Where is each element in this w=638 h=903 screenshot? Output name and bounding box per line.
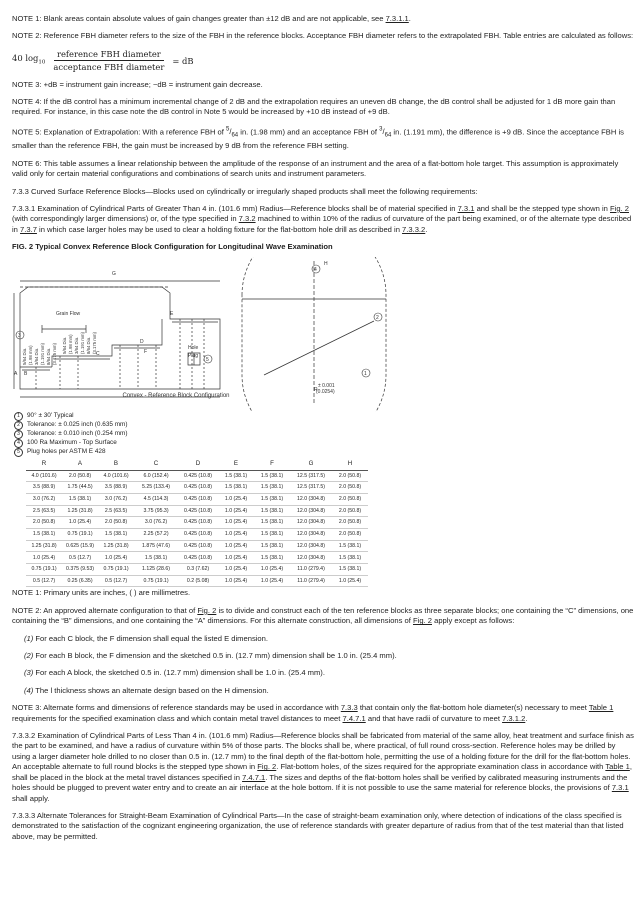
db-formula [12,49,634,73]
text-run: and shall be the stepped type shown in [474,203,610,213]
dim-g-label: G [112,270,116,277]
table-cell: 1.5 (38.1) [332,540,368,552]
text-run: NOTE 5: Explanation of Extrapolation: With a reference FBH of [12,127,226,137]
note-list-text: For each C block, the F dimension shall equal the listed E dimension. [35,633,268,643]
text-run: . [425,224,428,234]
cross-reference-link[interactable]: 7.3.1.1 [385,14,409,23]
hole-diameter-label: (3.175 mm) [52,342,57,365]
table-cell: 0.425 (10.8) [178,493,218,505]
table-row [26,493,368,505]
table-cell: 12.0 (304.8) [290,517,332,529]
table-cell: 3.75 (95.3) [134,505,178,517]
document-page [12,0,634,842]
formula-numerator: reference FBH diameter [54,49,164,61]
column-header: D [178,459,218,471]
note-list-text: For each B block, the F dimension and the sketched 0.5 in. (12.7 mm) dimension shall be 1.0 in. (25.4 mm). [35,651,397,661]
table-cell: 1.125 (28.6) [134,564,178,576]
notes-top [12,14,634,42]
cross-reference-link[interactable]: 7.3.1 [457,203,475,213]
table-cell: 1.0 (25.4) [98,552,134,564]
paragraph [12,97,634,118]
table-cell: 1.0 (25.4) [218,564,254,576]
dim-e-label: E [170,310,174,317]
table-row [26,505,368,517]
tolerance-line-2: (0.0254) [316,388,335,395]
formula-suffix: = dB [172,55,194,66]
cross-reference-link[interactable]: 7.3.7 [20,224,37,234]
fraction-slash: / [382,127,385,137]
text-run: is to divide and construct each of the ten reference blocks as three separate blocks; one containing the “C” dimensions, one containing the “B” dimensions, and one containing the “A” dimensions. For this alternate construction, all dimensions of [12,605,634,626]
legend-item [14,430,634,439]
fraction-denominator: 64 [384,132,392,139]
table-cell: 2.5 (63.5) [98,505,134,517]
table-cell: 1.25 (31.8) [26,540,62,552]
note-list-number: (3) [24,668,34,678]
text-run: NOTE 3: Alternate forms and dimensions of reference standards may be used in accordance with [12,703,341,713]
dim-a-label: A [14,370,18,377]
table-cell: 0.75 (19.1) [26,564,62,576]
hole-diameter-label: (1.191 mm) [80,331,85,354]
table-cell: 1.5 (38.1) [254,528,290,540]
column-header: C [134,459,178,471]
legend-item [14,439,634,448]
hole-plug-label: Hole [188,344,199,351]
table-cell: 3.0 (76.2) [134,517,178,529]
cross-reference-link[interactable]: Table 1 [605,762,630,772]
paragraph [12,159,634,180]
table-cell: 1.5 (38.1) [254,493,290,505]
table-cell: 12.0 (304.8) [290,540,332,552]
table-cell: 3.5 (88.9) [26,482,62,494]
table-cell: 4.0 (101.6) [26,470,62,482]
table-cell: 0.2 (5.08) [178,575,218,587]
table-cell: 0.425 (10.8) [178,470,218,482]
table-cell: 2.25 (57.2) [134,528,178,540]
note-list-text: For each A block, the sketched 0.5 in. (12.7 mm) dimension shall be 1.0 in. (25.4 mm). [35,668,325,678]
table-cell: 1.5 (38.1) [62,493,98,505]
table-cell: 0.425 (10.8) [178,505,218,517]
table-cell: 1.5 (38.1) [254,517,290,529]
fraction-slash: / [229,127,232,137]
table-cell: 2.0 (50.8) [98,517,134,529]
cross-reference-link[interactable]: Fig. 2 [413,616,432,626]
table-cell: 2.0 (50.8) [332,528,368,540]
hole-diameter-label: 5/64 Dia. [22,347,27,365]
note-list-item [24,634,634,644]
text-run: . [525,713,528,723]
table-cell: 0.3 (7.62) [178,564,218,576]
text-run: NOTE 2: An approved alternate configuration to that of [12,605,198,615]
text-run: 7.3.3.3 Alternate Tolerances for Straight-Beam Examination of Cylindrical Parts—In the case of straight-beam examination only, where detection of indications of the class specified is demonstrated to the satisfaction of the cognizant engineering organization, the use of reference standards with greater departure of radius from that of the test material than that listed above, may be permitted. [12,810,624,841]
text-run: , shall be placed in the block at the metal travel distances specified in [12,762,632,782]
text-run: NOTE 3: +dB = instrument gain increase; −dB = instrument gain decrease. [12,79,263,89]
table-cell: 11.0 (279.4) [290,564,332,576]
table-cell: 11.0 (279.4) [290,575,332,587]
paragraph [12,14,634,24]
table-cell: 0.5 (12.7) [26,575,62,587]
cross-reference-link[interactable]: 7.3.3 [340,703,358,713]
table-cell: 2.0 (50.8) [332,517,368,529]
text-run: 7.3.3 Curved Surface Reference Blocks—Blocks used on cylindrically or irregularly shaped products shall meet the following requirements: [12,186,478,196]
table-cell: 1.0 (25.4) [218,575,254,587]
text-run: NOTE 4: If the dB control has a minimum incremental change of 2 dB and the extrapolation requires an uneven dB change, the dB control shall be adjusted for 1 dB more gain than required. For instance, in this case note the dB control in Note 5 would be increased by +10 dB instead of +9 dB. [12,97,616,117]
table-cell: 1.25 (31.8) [62,505,98,517]
table-row [26,528,368,540]
text-run: NOTE 1: Blank areas contain absolute values of gain changes greater than ±12 dB and are not applicable, see [12,14,386,23]
hole-diameter-label: 3/64 Dia. [34,347,39,365]
table-cell: 0.25 (6.35) [62,575,98,587]
dim-f-label: F [144,348,148,355]
paragraph [12,125,634,152]
paragraph [12,703,634,724]
table-cell: 1.5 (38.1) [332,564,368,576]
text-run: in. (1.191 mm), the difference is +9 dB. Since the acceptance FBH is smaller than the reference FBH, the gain must be increased by 9 dB from the reference FBH setting. [12,127,624,151]
legend-text: Tolerance: ± 0.010 inch (0.254 mm) [27,429,128,437]
table-row [26,470,368,482]
table-cell: 0.75 (19.1) [98,564,134,576]
table-cell: 1.0 (25.4) [218,505,254,517]
callout-1: 1 [364,370,367,377]
dim-c-label: C [96,350,100,357]
table-cell: 12.5 (317.5) [290,470,332,482]
legend-item [14,421,634,430]
legend-text: Tolerance: ± 0.025 inch (0.635 mm) [27,420,128,428]
callout-4: 4 [314,266,317,273]
cross-reference-link[interactable]: 7.3.2 [238,214,256,224]
table-cell: 0.75 (19.1) [134,575,178,587]
table-row [26,575,368,587]
column-header: H [332,459,368,471]
text-run: in which case larger holes may be used to clear a holding fixture for the flat-bottom hole drill as described in [36,224,403,234]
column-header: B [98,459,134,471]
paragraph [12,80,634,90]
text-run: shall apply. [12,793,50,803]
inline-fraction [379,126,392,139]
legend-number: 2 [14,421,23,430]
table-cell: 0.75 (19.1) [62,528,98,540]
column-header: E [218,459,254,471]
fraction-numerator: 3 [379,126,383,133]
legend-number: 4 [14,439,23,448]
table-cell: 1.75 (44.5) [62,482,98,494]
note-list-item [24,668,634,678]
table-cell: 1.5 (38.1) [254,470,290,482]
cross-reference-link[interactable]: Table 1 [588,703,614,713]
table-cell: 6.0 (152.4) [134,470,178,482]
cross-reference-link[interactable]: Fig. 2 [197,605,217,615]
note-list-item [24,651,634,661]
dim-r-label: R [314,386,318,393]
legend-text: Plug holes per ASTM E 428 [27,447,106,455]
column-header: G [290,459,332,471]
callout-2: 2 [376,314,379,321]
table-cell: 0.625 (15.9) [62,540,98,552]
note-list-number: (1) [24,633,34,643]
table-cell: 1.0 (25.4) [218,493,254,505]
text-run: 7.3.3.2 Examination of Cylindrical Parts of Less Than 4 in. (101.6 mm) Radius—Reference blocks shall be fabricated from material of the same alloy, heat treatment and surface finish as the part to be examined, and have a radius of curvature within 5% of those parts. The blocks shall be, where practical, of full round cross-section. Reference holes may be drilled by using a larger diameter hole drilled to no closer than 0.5 in. (12.7 mm) to the final depth of the flat-bottom hole, permitting the use of a holding fixture for the drill for the flat-bottom holes. An acceptable alternate to full round blocks is the stepped type shown in [12,731,634,772]
table-cell: 1.5 (38.1) [254,540,290,552]
grain-flow-label: Grain Flow [56,310,81,317]
figure-title: FIG. 2 Typical Convex Reference Block Configuration for Longitudinal Wave Examination [12,242,333,252]
table-cell: 1.0 (25.4) [332,575,368,587]
note-list-item [24,686,634,696]
table-cell: 1.0 (25.4) [218,517,254,529]
text-run: machined to within 10% of the radius of curvature of the part being examined, or of the alternate type described in [12,214,632,234]
legend-number: 3 [14,430,23,439]
table-cell: 4.5 (114.3) [134,493,178,505]
hole-diameter-label: (1.98 mm) [28,344,33,365]
column-header: A [62,459,98,471]
reference-block-drawing [12,257,634,412]
text-run: apply except as follows: [432,616,515,626]
text-run: (with correspondingly larger dimensions) or, of the type specified in [12,214,239,224]
legend-item [14,448,634,457]
table-cell: 0.425 (10.8) [178,528,218,540]
hole-diameter-label: 8/64 Dia. [86,336,91,354]
text-run: NOTE 6: This table assumes a linear relationship between the amplitude of the response of an instrument and the area of a flat-bottom hole target. This assumption is approximately valid only for certain material configurations and combinations of search units and instrument parameters. [12,158,619,179]
table-row [26,517,368,529]
formula-fraction [50,49,167,73]
figure-legend [14,412,634,457]
table-cell: 0.5 (12.7) [62,552,98,564]
column-header: R [26,459,62,471]
hole-diameter-label: (1.191 mm) [40,342,45,365]
dim-b-label: B [24,370,28,377]
hole-diameter-label: (3.175 mm) [92,331,97,354]
figure-caption: Convex - Reference Block Configuration [122,392,230,399]
note-items [12,634,634,697]
table-row [26,552,368,564]
table-cell: 1.5 (38.1) [98,528,134,540]
table-cell: 2.0 (50.8) [332,505,368,517]
table-cell: 1.0 (25.4) [62,517,98,529]
table-cell: 3.0 (76.2) [26,493,62,505]
cross-reference-link[interactable]: 7.3.1 [611,783,629,793]
cross-reference-link[interactable]: 7.3.1.2 [502,713,526,723]
cross-reference-link[interactable]: Fig. 2 [610,203,629,213]
formula-prefix: 40 $\log_{10}$ [12,53,46,66]
legend-item [14,412,634,421]
table-cell: 4.0 (101.6) [98,470,134,482]
table-row [26,540,368,552]
paragraph [12,606,634,627]
table-row [26,482,368,494]
cross-reference-link[interactable]: 7.3.3.2 [402,224,426,234]
table-cell: 1.5 (38.1) [332,552,368,564]
text-run: requirements for the specified examination class and which contain metal travel distances to meet [12,713,343,723]
table-cell: 1.5 (38.1) [254,505,290,517]
table-cell: 0.5 (12.7) [98,575,134,587]
paragraph [12,204,634,235]
text-run: in. (1.98 mm) and an acceptance FBH of [238,127,380,137]
table-cell: 1.5 (38.1) [254,552,290,564]
table-cell: 2.0 (50.8) [332,493,368,505]
table-cell: 5.25 (133.4) [134,482,178,494]
paragraph [12,811,634,842]
callout-5: 5 [206,356,209,363]
text-run: 7.3.3.1 Examination of Cylindrical Parts of Greater Than 4 in. (101.6 mm) Radius—Reference blocks shall be of material specified in [12,203,458,213]
notes-bottom [12,588,634,626]
table-cell: 2.0 (50.8) [62,470,98,482]
table-cell: 0.425 (10.8) [178,540,218,552]
text-run: NOTE 2: Reference FBH diameter refers to the size of the FBH in the reference blocks. Acceptance FBH diameter refers to the extrapolated FBH. Table entries are calculated as follows: [12,31,634,41]
text-run: . [408,14,411,23]
table-cell: 2.0 (50.8) [332,470,368,482]
table-cell: 1.5 (38.1) [218,482,254,494]
table-cell: 3.0 (76.2) [98,493,134,505]
legend-text: 90° ± 30' Typical [27,411,74,419]
text-run: . The sizes and depths of the flat-bottom holes shall be verified by calibrated measuring instruments and the holes should be plugged to prevent water entry and to create an air interface at the hole bottom. If it is not possible to use the same material for reference blocks, the provisions of [12,772,628,793]
table-cell: 1.0 (25.4) [218,540,254,552]
table-cell: 0.375 (9.53) [62,564,98,576]
column-header: F [254,459,290,471]
dim-h-label: H [324,260,328,267]
table-cell: 3.5 (88.9) [98,482,134,494]
text-run: NOTE 1: Primary units are inches, ( ) are millimetres. [12,588,191,598]
notes-end [12,703,634,842]
table-cell: 12.0 (304.8) [290,528,332,540]
table-cell: 0.425 (10.8) [178,482,218,494]
hole-diameter-label: 3/64 Dia. [74,336,79,354]
table-cell: 2.5 (63.5) [26,505,62,517]
cross-reference-link[interactable]: 7.4.7.1 [242,772,266,782]
note-list-text: The l thickness shows an alternate design based on the H dimension. [35,685,269,695]
note-list-number: (4) [24,685,34,695]
table-header-row [26,459,368,471]
text-run: . Flat-bottom holes, of the sizes required for the appropriate examination class in accordance with [276,762,606,772]
table-cell: 12.0 (304.8) [290,505,332,517]
hole-diameter-label: (1.98 mm) [68,333,73,354]
table-cell: 0.425 (10.8) [178,517,218,529]
table-row [26,564,368,576]
inline-fraction [226,126,239,139]
paragraph [12,187,634,197]
paragraph [12,588,634,598]
table-cell: 2.0 (50.8) [332,482,368,494]
table-cell: 1.0 (25.4) [254,564,290,576]
legend-number: 5 [14,448,23,457]
dimension-table [26,459,368,588]
text-run: and that have radii of curvature to meet [365,713,503,723]
hole-diameter-label: 8/64 Dia. [46,347,51,365]
formula-denominator: acceptance FBH diameter [53,62,165,73]
legend-number: 1 [14,412,23,421]
table-cell: 1.5 (38.1) [254,482,290,494]
table-cell: 0.425 (10.8) [178,552,218,564]
table-cell: 1.0 (25.4) [218,552,254,564]
text-run: that contain only the flat-bottom hole diameter(s) necessary to meet [357,703,589,713]
table-body [26,470,368,587]
table-cell: 1.5 (38.1) [134,552,178,564]
paragraph [12,31,634,41]
table-cell: 1.5 (38.1) [218,470,254,482]
table-cell: 1.5 (38.1) [26,528,62,540]
table-cell: 1.25 (31.8) [98,540,134,552]
fraction-numerator: 5 [226,126,230,133]
callout-3: 3 [18,332,21,339]
table-cell: 12.0 (304.8) [290,552,332,564]
fraction-denominator: 64 [231,132,239,139]
dim-d-label: D [140,338,144,345]
paragraph [12,731,634,804]
figure-drawing [12,257,634,412]
table-cell: 1.0 (25.4) [254,575,290,587]
notes-mid [12,80,634,236]
table-cell: 1.875 (47.6) [134,540,178,552]
legend-text: 100 Ra Maximum - Top Surface [27,438,117,446]
table-cell: 2.0 (50.8) [26,517,62,529]
tolerance-line-1: ± 0.001 [318,382,335,389]
hole-diameter-label: 5/64 Dia. [62,336,67,354]
cross-reference-link[interactable]: 7.4.7.1 [342,713,366,723]
table-cell: 12.5 (317.5) [290,482,332,494]
cross-reference-link[interactable]: Fig. 2 [257,762,277,772]
note-list-number: (2) [24,651,34,661]
table-cell: 1.0 (25.4) [26,552,62,564]
hole-plug-label-2: Plug [188,352,199,359]
table-cell: 12.0 (304.8) [290,493,332,505]
table-cell: 1.0 (25.4) [218,528,254,540]
